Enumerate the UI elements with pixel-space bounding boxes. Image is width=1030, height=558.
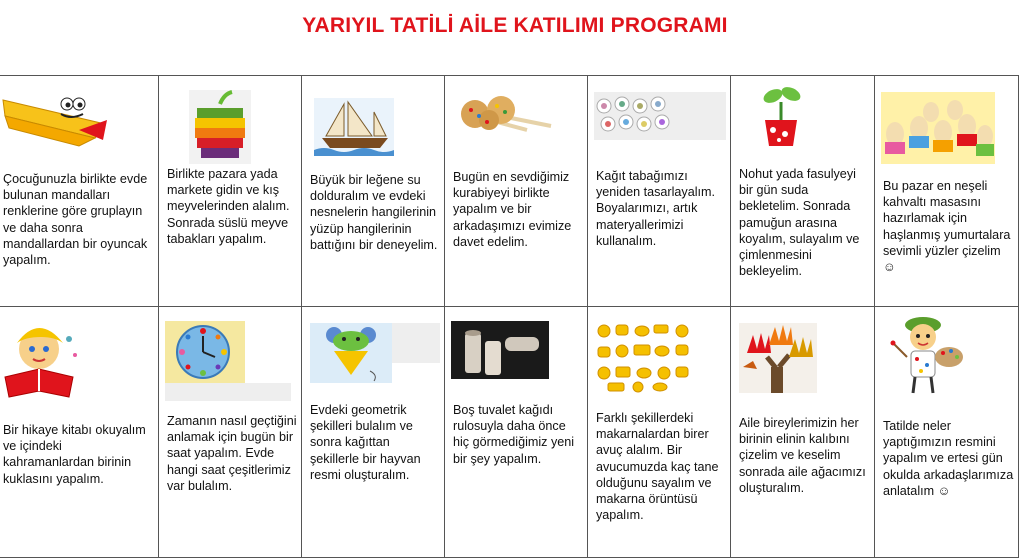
hand-tree-icon [739,323,817,393]
activity-text: Tatilde neler yaptığımızın resmini yapalım ve ertesi gün okulda arkadaşlarımıza anlatalım ☺ [883,419,1014,498]
table-row [0,76,1019,307]
activity-text: Büyük bir leğene su dolduralım ve evdeki nesnelerin hangilerinin yüzüp hangilerinin battığını bir deneyelim. [310,173,438,252]
activity-cell [731,307,875,558]
activity-cell [875,76,1019,307]
activity-text: Bu pazar en neşeli kahvaltı masasını hazırlamak için haşlanmış yumurtalara sevimli yüzler çizelim ☺ [883,179,1011,275]
activity-text: Zamanın nasıl geçtiğini anlamak için bugün bir saat yapalım. Evde hangi saat çeşitlerimiz var bulalım. [167,414,297,493]
activity-text: Aile bireylerimizin her birinin elinin kalıbını çizelim ve keselim sonrada aile ağacımızı oluşturalım. [739,416,866,495]
activity-cell [159,307,302,558]
activity-text: Bir hikaye kitabı okuyalım ve içindeki kahramanlardan birinin kuklasını yapalım. [3,423,146,486]
sailing-ship-icon [314,98,394,156]
egg-faces-icon [881,92,995,164]
sprout-cup-icon [759,82,805,148]
paint-plates-icon [594,92,726,140]
activity-text: Evdeki geometrik şekilleri bulalım ve sonra kağıttan şekillerle bir hayvan resmi oluşturalım. [310,403,421,482]
activity-text: Nohut yada fasulyeyi bir gün suda bekletelim. Sonrada pamuğun arasına koyalım, sulayalım ve çimlenmesini bekleyelim. [739,167,860,279]
painter-kid-icon [887,313,965,395]
paper-rolls-icon [451,321,549,379]
activity-text: Bugün en sevdiğimiz kurabiyeyi birlikte yapalım ve bir arkadaşımızı evimize davet edelim. [453,170,572,249]
paper-clock-icon [165,321,291,401]
activity-text: Farklı şekillerdeki makarnalardan birer avuç alalım. Bir avucumuzda kaç tane olduğunu sayalım ve makarna örüntüsü yapalım. [596,411,719,523]
activity-cell [159,76,302,307]
activity-table [0,75,1019,558]
page-title: YARIYIL TATİLİ AİLE KATILIMI PROGRAMI [302,14,728,37]
activity-cell [588,76,731,307]
activity-cell [302,76,445,307]
pasta-shapes-icon [594,321,694,395]
activity-text: Boş tuvalet kağıdı rulosuyla daha önce hiç görmediğimiz yeni bir şey yapalım. [453,403,575,466]
activity-cell [0,76,159,307]
activity-cell [731,76,875,307]
shape-animal-icon [310,323,440,383]
cookie-pops-icon [457,92,553,132]
activity-text: Çocuğunuzla birlikte evde bulunan mandalları renklerine göre gruplayın ve daha sonra mandallardan bir oyuncak yapalım. [3,172,148,268]
activity-cell [0,307,159,558]
fruit-apple-icon [189,90,251,164]
activity-cell [445,307,588,558]
activity-text: Birlikte pazara yada markete gidin ve kış meyvelerinden alalım. Sonrada süslü meyve tabakları yapalım. [167,167,290,246]
activity-cell [445,76,588,307]
clothespin-icon [0,90,111,148]
activity-cell [302,307,445,558]
activity-cell [588,307,731,558]
activity-cell [875,307,1019,558]
activity-text: Kağıt tabağımızı yeniden tasarlayalım. Boyalarımızı, artık materyallerimizi kullanalım. [596,169,716,248]
table-row [0,307,1019,558]
reading-child-icon [0,319,85,401]
